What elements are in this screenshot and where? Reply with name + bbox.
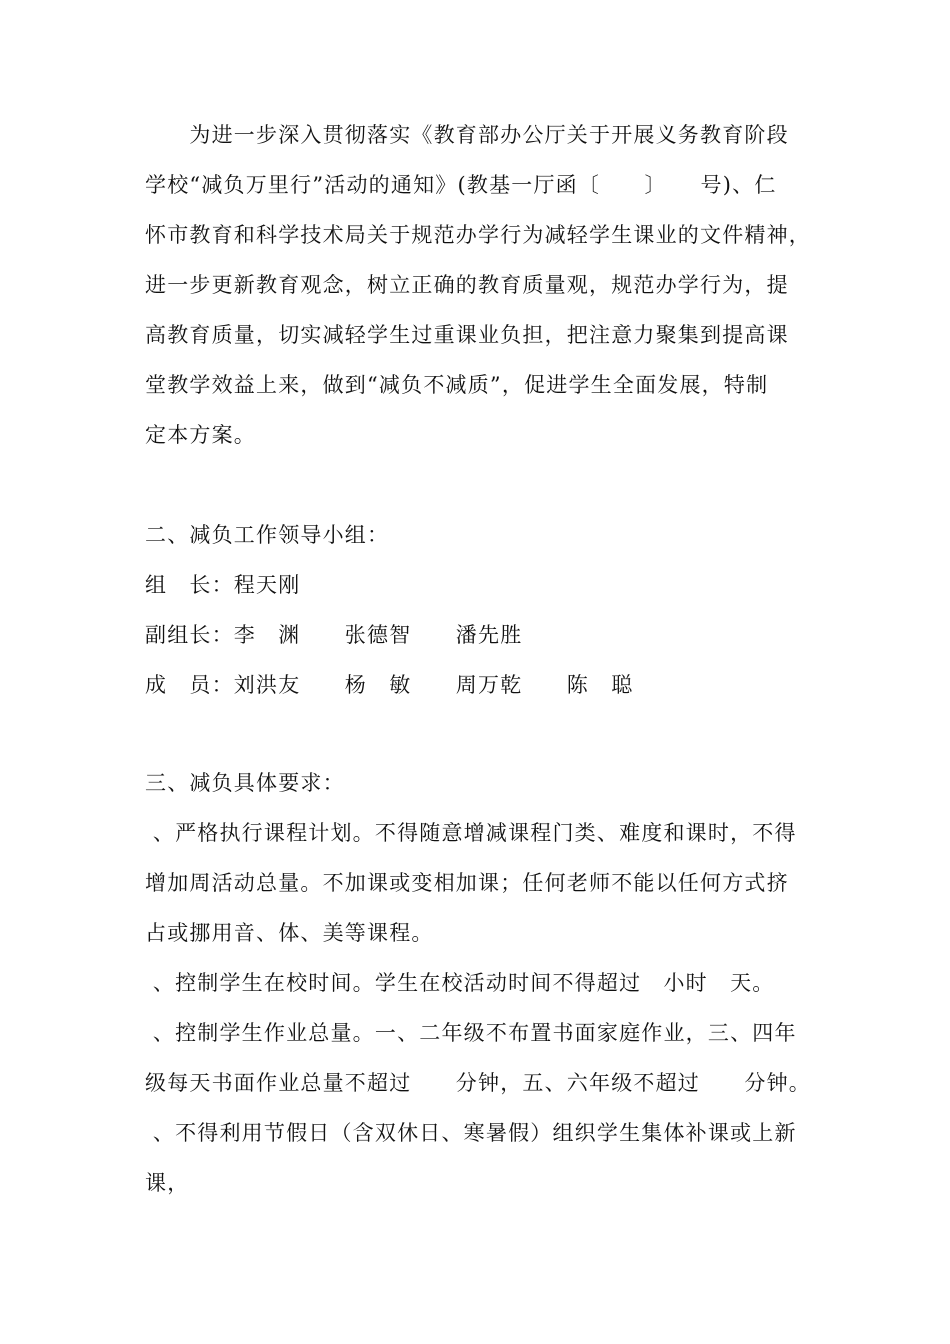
intro-line-1: 为进一步深入贯彻落实《教育部办公厅关于开展义务教育阶段 [145,123,789,147]
item3-line-1: 、控制学生作业总量。一、二年级不布置书面家庭作业，三、四年 [145,1021,797,1045]
item1-line-1: 、严格执行课程计划。不得随意增减课程门类、难度和课时，不得 [145,821,797,845]
item2-line-1: 、控制学生在校时间。学生在校活动时间不得超过 小时 天。 [145,971,775,995]
section2-heading: 二、减负工作领导小组： [145,523,390,547]
section3-heading: 三、减负具体要求： [145,771,345,795]
deputies-line: 副组长：李 渊 张德智 潘先胜 [145,623,523,647]
item3-line-2: 级每天书面作业总量不超过 分钟，五、六年级不超过 分钟。 [145,1071,811,1095]
intro-line-4: 进一步更新教育观念，树立正确的教育质量观，规范办学行为，提 [145,273,789,297]
members-line: 成 员：刘洪友 杨 敏 周万乾 陈 聪 [145,673,634,697]
intro-line-5: 高教育质量，切实减轻学生过重课业负担，把注意力聚集到提高课 [145,323,789,347]
item1-line-3: 占或挪用音、体、美等课程。 [145,921,434,945]
intro-line-3: 怀市教育和科学技术局关于规范办学行为减轻学生课业的文件精神， [145,223,811,247]
leader-line: 组 长：程天刚 [145,573,301,597]
item1-line-2: 增加周活动总量。不加课或变相加课；任何老师不能以任何方式挤 [145,871,789,895]
intro-line-6: 堂教学效益上来，做到“减负不减质”，促进学生全面发展，特制 [145,373,769,397]
intro-line-7: 定本方案。 [145,423,256,447]
item4-line-2: 课， [145,1171,190,1195]
item4-line-1: 、不得利用节假日（含双休日、寒暑假）组织学生集体补课或上新 [145,1121,797,1145]
intro-line-2: 学校“减负万里行”活动的通知》(教基一厅函〔 〕 号)、仁 [145,173,777,197]
